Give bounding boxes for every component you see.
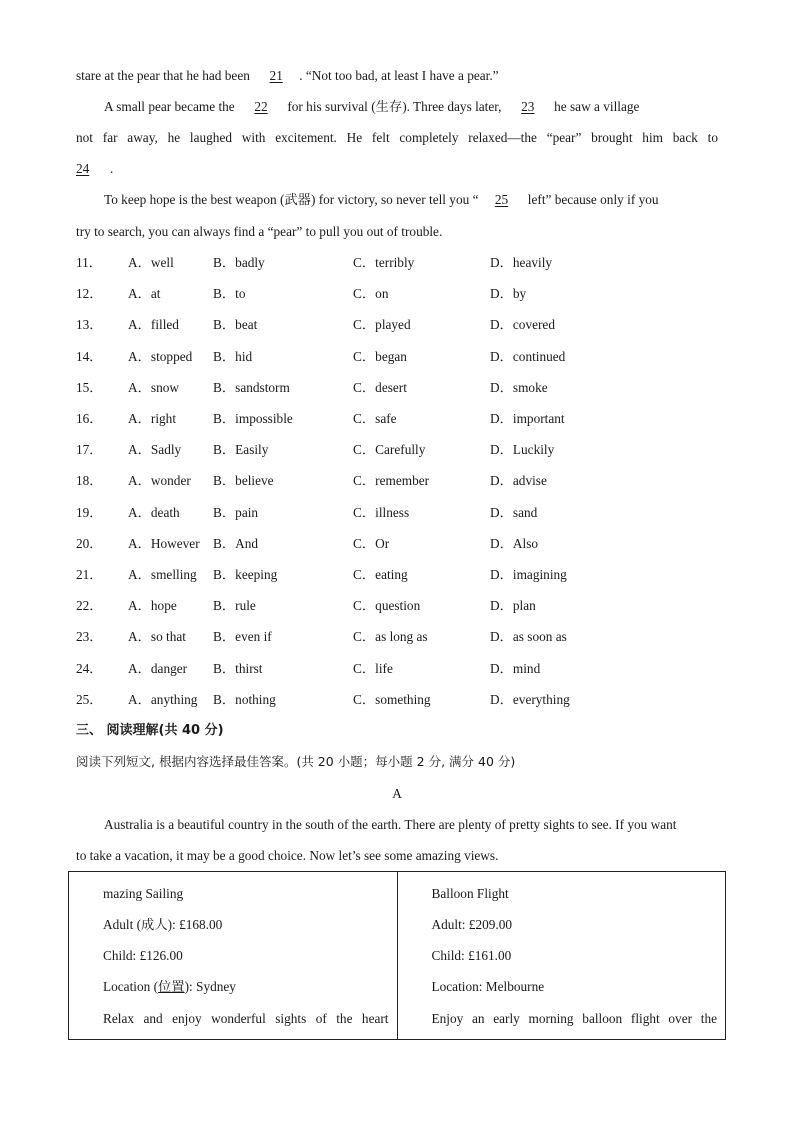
option-b: B．keeping xyxy=(213,567,278,582)
text: To keep hope is the best weapon (武器) for victory, so never tell you “ xyxy=(104,192,479,207)
option-d: D．Also xyxy=(490,535,539,551)
option-d: D．heavily xyxy=(490,255,553,270)
option-d: D．imagining xyxy=(490,567,567,582)
option-a: A．wonder xyxy=(128,473,191,489)
option-b: B．nothing xyxy=(213,691,276,707)
question-number: 20． xyxy=(76,535,103,551)
passage-line-6: try to search, you can always find a “pear” to pull you out of trouble. xyxy=(76,224,443,239)
section-title: 三、 阅读理解(共 40 分) xyxy=(76,723,224,738)
question-row xyxy=(76,535,696,553)
tour-child-price: Child: £161.00 xyxy=(431,948,512,963)
option-d: D．Luckily xyxy=(490,442,555,458)
option-c: C．on xyxy=(353,286,389,302)
text: . “Not too bad, at least I have a pear.” xyxy=(299,68,499,83)
option-b: B．pain xyxy=(213,504,259,520)
option-b: B．hid xyxy=(213,348,253,364)
question-number: 23． xyxy=(76,629,103,645)
question-number: 19． xyxy=(76,504,103,520)
text: Location ( xyxy=(103,979,159,994)
option-c: C．safe xyxy=(353,411,397,426)
question-number: 24． xyxy=(76,660,103,676)
option-c: C．began xyxy=(353,348,407,364)
location-cjk: 位置 xyxy=(158,979,185,994)
passage-line-4 xyxy=(76,160,718,178)
option-a: A．hope xyxy=(128,598,177,614)
passage-line-3: not far away, he laughed with excitement. He felt completely relaxed—the “pear” brought him back to xyxy=(76,130,718,145)
option-b: B．badly xyxy=(213,255,265,270)
option-a: A．stopped xyxy=(128,348,193,364)
question-number: 14． xyxy=(76,348,103,364)
option-a: A．death xyxy=(128,504,180,520)
option-d: D．everything xyxy=(490,691,570,707)
text: left” because only if you xyxy=(524,192,659,207)
intro-line-1: Australia is a beautiful country in the south of the earth. There are plenty of pretty sights to see. If you want xyxy=(104,817,677,832)
option-b: B．to xyxy=(213,286,246,302)
option-b: B．beat xyxy=(213,317,258,333)
option-a: A．danger xyxy=(128,660,188,676)
option-b: B．believe xyxy=(213,473,274,489)
tour-adult-price: Adult: £209.00 xyxy=(431,917,513,932)
option-a: A．snow xyxy=(128,379,179,395)
option-a: A．Sadly xyxy=(128,442,182,458)
option-a: A．smelling xyxy=(128,567,197,582)
option-a: A．well xyxy=(128,255,174,270)
passage-label: A xyxy=(392,786,402,801)
question-number: 13． xyxy=(76,317,103,333)
option-b: B．sandstorm xyxy=(213,379,290,395)
option-c: C．Or xyxy=(353,535,390,551)
question-number: 17． xyxy=(76,442,103,458)
question-row xyxy=(76,441,696,459)
option-a: A．at xyxy=(128,286,161,302)
passage-line-2 xyxy=(104,98,718,116)
intro-line-2: to take a vacation, it may be a good choice. Now let’s see some amazing views. xyxy=(76,848,499,863)
text: . xyxy=(110,161,114,176)
option-a: A．filled xyxy=(128,317,179,333)
text: ): Sydney xyxy=(184,979,236,994)
option-b: B．thirst xyxy=(213,660,263,676)
option-c: C．played xyxy=(353,317,411,333)
option-c: C．terribly xyxy=(353,255,415,270)
option-d: D．covered xyxy=(490,317,555,333)
text: A small pear became the xyxy=(104,99,239,114)
option-a: A．However xyxy=(128,535,200,551)
question-row xyxy=(76,660,696,678)
tour-description: Enjoy an early morning balloon flight over the xyxy=(431,1011,717,1026)
blank-22: 22 xyxy=(254,99,268,114)
option-c: C．desert xyxy=(353,379,407,395)
option-c: C．eating xyxy=(353,567,408,582)
option-b: B．Easily xyxy=(213,442,269,458)
blank-24: 24 xyxy=(76,161,90,176)
tour-description: Relax and enjoy wonderful sights of the heart xyxy=(103,1011,389,1026)
question-row xyxy=(76,566,696,584)
question-number: 12． xyxy=(76,286,103,302)
tour-cell-balloon xyxy=(397,872,726,1040)
option-a: A．right xyxy=(128,411,177,426)
option-d: D．mind xyxy=(490,660,541,676)
question-number: 15． xyxy=(76,379,103,395)
passage-line-5 xyxy=(104,191,718,209)
question-number: 16． xyxy=(76,411,103,426)
option-d: D．by xyxy=(490,286,527,302)
option-c: C．question xyxy=(353,598,421,614)
option-a: A．so that xyxy=(128,629,186,645)
option-c: C．remember xyxy=(353,473,430,489)
text: for his survival (生存). Three days later, xyxy=(284,99,505,114)
tour-title: mazing Sailing xyxy=(103,886,184,901)
question-number: 22． xyxy=(76,598,103,614)
question-row xyxy=(76,504,696,522)
option-d: D．advise xyxy=(490,473,547,489)
option-d: D．important xyxy=(490,411,565,426)
question-number: 21． xyxy=(76,567,103,582)
option-a: A．anything xyxy=(128,691,198,707)
question-row xyxy=(76,628,696,646)
tour-cell-sailing xyxy=(69,872,398,1040)
question-row xyxy=(76,691,696,709)
option-b: B．impossible xyxy=(213,411,293,426)
question-number: 25． xyxy=(76,691,103,707)
option-c: C．as long as xyxy=(353,629,428,645)
option-c: C．Carefully xyxy=(353,442,426,458)
tour-adult-price: Adult (成人): £168.00 xyxy=(103,917,223,932)
question-number: 18． xyxy=(76,473,103,489)
text: he saw a village xyxy=(550,99,640,114)
blank-23: 23 xyxy=(521,99,535,114)
tour-title: Balloon Flight xyxy=(431,886,509,901)
question-row xyxy=(76,254,696,272)
question-number: 11． xyxy=(76,255,103,270)
option-d: D．sand xyxy=(490,504,538,520)
option-d: D．smoke xyxy=(490,379,548,395)
option-d: D．continued xyxy=(490,348,566,364)
passage-line-1 xyxy=(76,67,718,85)
question-row xyxy=(76,410,696,428)
option-b: B．even if xyxy=(213,629,272,645)
option-b: B．rule xyxy=(213,598,256,614)
tour-location: Location: Melbourne xyxy=(431,979,545,994)
option-d: D．plan xyxy=(490,598,536,614)
blank-21: 21 xyxy=(269,68,283,83)
question-row xyxy=(76,597,696,615)
question-row xyxy=(76,316,696,334)
tour-table xyxy=(68,871,726,1040)
option-c: C．something xyxy=(353,691,431,707)
question-row xyxy=(76,472,696,490)
question-row xyxy=(76,285,696,303)
tour-child-price: Child: £126.00 xyxy=(103,948,183,963)
section-instruction: 阅读下列短文, 根据内容选择最佳答案。(共 20 小题；每小题 2 分, 满分 40 分) xyxy=(76,754,516,769)
option-b: B．And xyxy=(213,535,259,551)
option-c: C．illness xyxy=(353,504,410,520)
question-row xyxy=(76,379,696,397)
blank-25: 25 xyxy=(494,192,509,207)
text: stare at the pear that he had been xyxy=(76,68,254,83)
option-c: C．life xyxy=(353,660,393,676)
question-row xyxy=(76,348,696,366)
option-d: D．as soon as xyxy=(490,629,567,645)
tour-location xyxy=(103,978,389,996)
